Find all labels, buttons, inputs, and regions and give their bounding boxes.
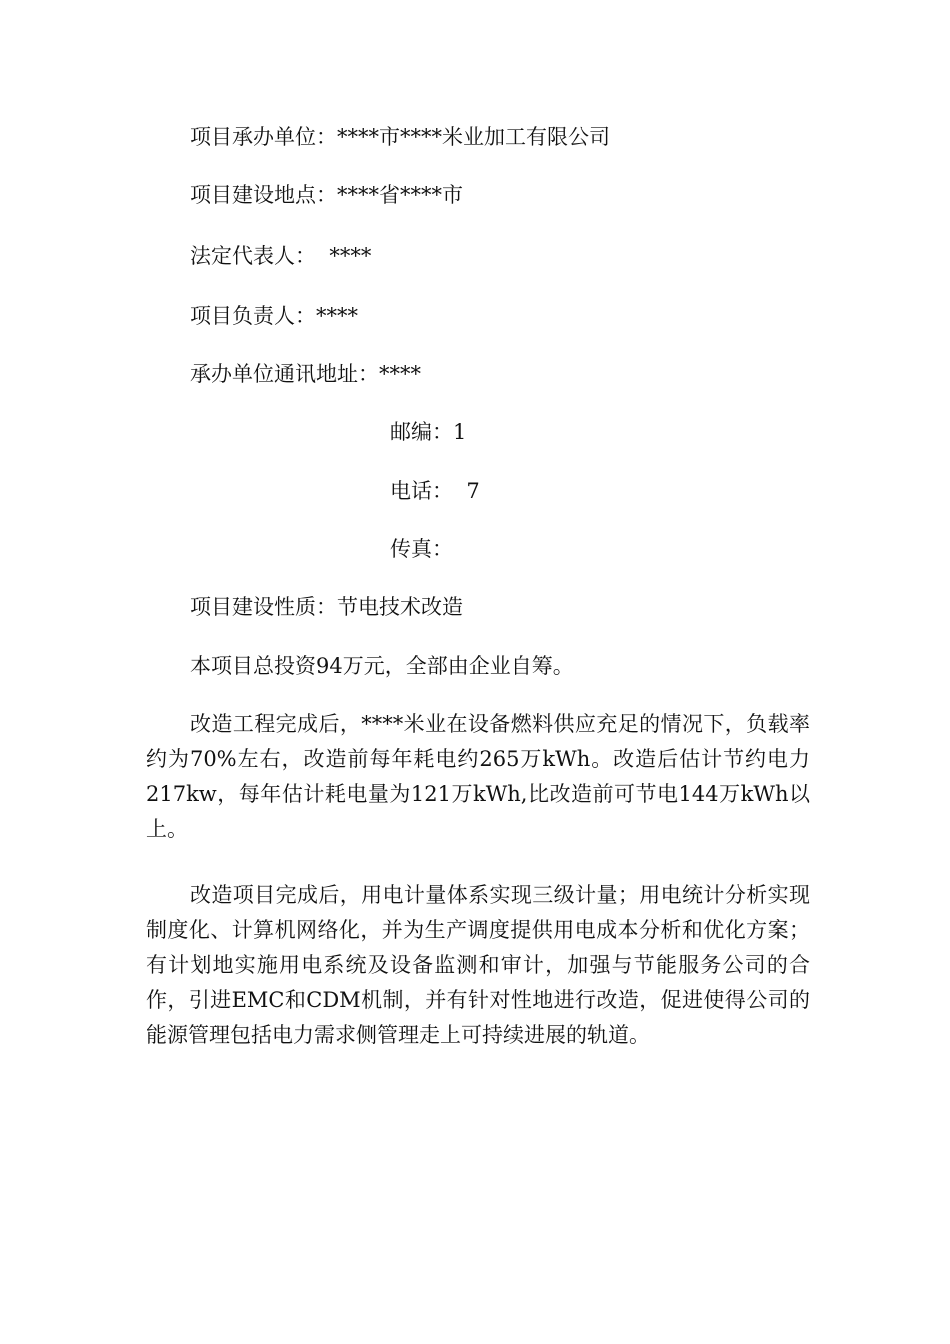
field-phone: 电话： 7: [390, 479, 480, 503]
field-legal-rep: 法定代表人： ****: [190, 244, 372, 268]
field-nature: 项目建设性质：节电技术改造: [190, 595, 463, 619]
field-address: 承办单位通讯地址：****: [190, 362, 421, 386]
field-investment: 本项目总投资94万元，全部由企业自筹。: [190, 654, 574, 678]
field-manager: 项目负责人：****: [190, 304, 358, 328]
field-fax: 传真：: [390, 537, 453, 561]
field-location: 项目建设地点：****省****市: [190, 183, 463, 207]
paragraph-management: 改造项目完成后，用电计量体系实现三级计量；用电统计分析实现制度化、计算机网络化，并为生产调度提供用电成本分析和优化方案；有计划地实施用电系统及设备监测和审计，加强与节能服务公司的合作，引进EMC和CDM机制，并有针对性地进行改造，促进使得公司的能源管理包括电力需求侧管理走上可持续进展的轨道。: [146, 883, 810, 1047]
field-undertaker: 项目承办单位：****市****米业加工有限公司: [190, 125, 610, 149]
field-postcode: 邮编：1: [390, 420, 467, 444]
paragraph-power-saving: 改造工程完成后，****米业在设备燃料供应充足的情况下，负载率约为70%左右，改造前每年耗电约265万kWh。改造后估计节约电力217kw，每年估计耗电量为121万kWh,比改造前可节电144万kWh以上。: [146, 712, 810, 841]
